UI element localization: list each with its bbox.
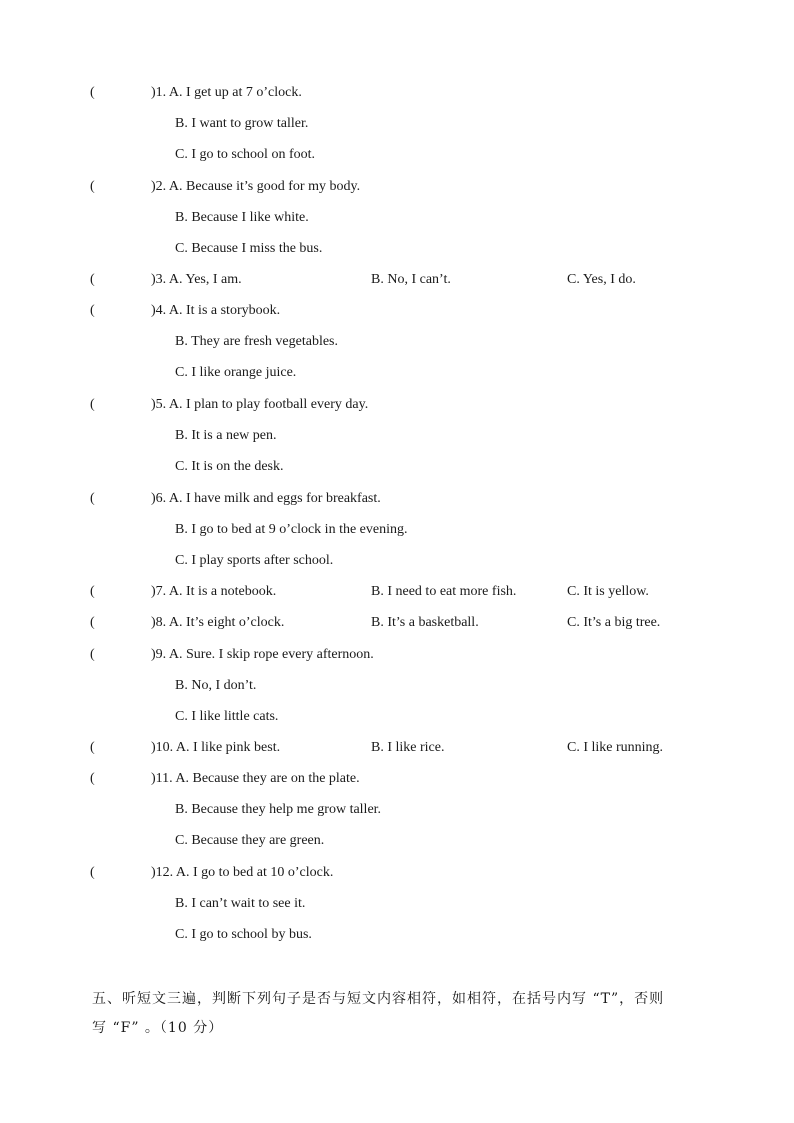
question-11 — [90, 768, 730, 861]
option-c: C. I go to school by bus. — [175, 927, 312, 942]
answer-blank[interactable]: ( — [90, 303, 95, 319]
question-8 — [90, 612, 730, 643]
question-line — [90, 737, 730, 768]
option-b: B. No, I don’t. — [175, 677, 257, 693]
question-line — [90, 581, 730, 612]
answer-blank[interactable]: ( — [90, 397, 95, 412]
question-2 — [90, 176, 730, 269]
option-a: )9. A. Sure. I skip rope every afternoon. — [151, 646, 374, 662]
option-a: )11. A. Because they are on the plate. — [151, 771, 360, 787]
answer-blank[interactable]: ( — [90, 771, 95, 787]
option-c: C. Yes, I do. — [567, 272, 636, 288]
option-line — [90, 893, 730, 924]
question-line — [90, 488, 730, 519]
answer-blank[interactable]: ( — [90, 615, 95, 631]
option-c: C. I like little cats. — [175, 708, 279, 724]
question-5 — [90, 394, 730, 487]
option-line — [90, 144, 730, 175]
option-c: C. It’s a big tree. — [567, 615, 661, 631]
option-a: )6. A. I have milk and eggs for breakfast. — [151, 490, 381, 506]
option-a: )7. A. It is a notebook. — [151, 584, 277, 600]
question-line — [90, 300, 730, 331]
option-c: C. I like orange juice. — [175, 365, 297, 381]
option-b: B. No, I can’t. — [371, 272, 451, 288]
option-c: C. It is yellow. — [567, 584, 649, 600]
answer-blank[interactable]: ( — [90, 646, 95, 662]
option-line — [90, 362, 730, 393]
section-five-line-2: 写 “F” 。（10 分） — [92, 1020, 224, 1036]
option-a: )8. A. It’s eight o’clock. — [151, 615, 285, 631]
option-line — [90, 331, 730, 362]
option-c: C. It is on the desk. — [175, 459, 284, 474]
option-line — [90, 456, 730, 487]
question-10 — [90, 737, 730, 768]
option-line — [90, 799, 730, 830]
answer-blank[interactable]: ( — [90, 584, 95, 600]
answer-blank[interactable]: ( — [90, 490, 95, 506]
question-12 — [90, 862, 730, 955]
option-line — [90, 519, 730, 550]
question-line — [90, 612, 730, 643]
question-6 — [90, 488, 730, 581]
option-b: B. Because I like white. — [175, 209, 309, 225]
option-a: )4. A. It is a storybook. — [151, 303, 281, 319]
option-b: B. I want to grow taller. — [175, 116, 309, 131]
option-b: B. I go to bed at 9 o’clock in the evening. — [175, 521, 408, 537]
option-b: B. It is a new pen. — [175, 428, 277, 443]
question-1 — [90, 82, 730, 175]
question-line — [90, 768, 730, 799]
option-a: )12. A. I go to bed at 10 o’clock. — [151, 865, 334, 880]
answer-blank[interactable]: ( — [90, 272, 95, 288]
question-line — [90, 82, 730, 113]
option-a: )5. A. I plan to play football every day. — [151, 397, 369, 412]
option-b: B. Because they help me grow taller. — [175, 802, 382, 818]
option-line — [90, 113, 730, 144]
option-c: C. I go to school on foot. — [175, 147, 315, 162]
option-c: C. I play sports after school. — [175, 552, 334, 568]
option-line — [90, 675, 730, 706]
question-line — [90, 394, 730, 425]
option-c: C. I like running. — [567, 740, 664, 756]
question-3 — [90, 269, 730, 300]
option-b: B. I like rice. — [371, 740, 445, 756]
question-line — [90, 176, 730, 207]
option-line — [90, 706, 730, 737]
option-line — [90, 238, 730, 269]
option-a: )10. A. I like pink best. — [151, 740, 281, 756]
question-line — [90, 269, 730, 300]
answer-blank[interactable]: ( — [90, 178, 95, 194]
option-c: C. Because I miss the bus. — [175, 240, 323, 256]
option-line — [90, 830, 730, 861]
question-9 — [90, 644, 730, 737]
option-b: B. It’s a basketball. — [371, 615, 479, 631]
section-five-instructions — [92, 985, 712, 1043]
question-line — [90, 644, 730, 675]
question-line — [90, 862, 730, 893]
answer-blank[interactable]: ( — [90, 865, 95, 880]
option-a: )1. A. I get up at 7 o’clock. — [151, 85, 302, 100]
option-b: B. I need to eat more fish. — [371, 584, 517, 600]
option-line — [90, 425, 730, 456]
option-b: B. They are fresh vegetables. — [175, 334, 339, 350]
option-a: )2. A. Because it’s good for my body. — [151, 178, 361, 194]
option-a: )3. A. Yes, I am. — [151, 272, 242, 288]
answer-blank[interactable]: ( — [90, 740, 95, 756]
option-line — [90, 550, 730, 581]
answer-blank[interactable]: ( — [90, 85, 95, 100]
question-4 — [90, 300, 730, 393]
option-line — [90, 924, 730, 955]
option-b: B. I can’t wait to see it. — [175, 896, 306, 911]
option-line — [90, 207, 730, 238]
section-five-line-1: 五、听短文三遍，判断下列句子是否与短文内容相符，如相符，在括号内写 “T”，否则 — [92, 991, 665, 1007]
option-c: C. Because they are green. — [175, 833, 325, 849]
question-7 — [90, 581, 730, 612]
